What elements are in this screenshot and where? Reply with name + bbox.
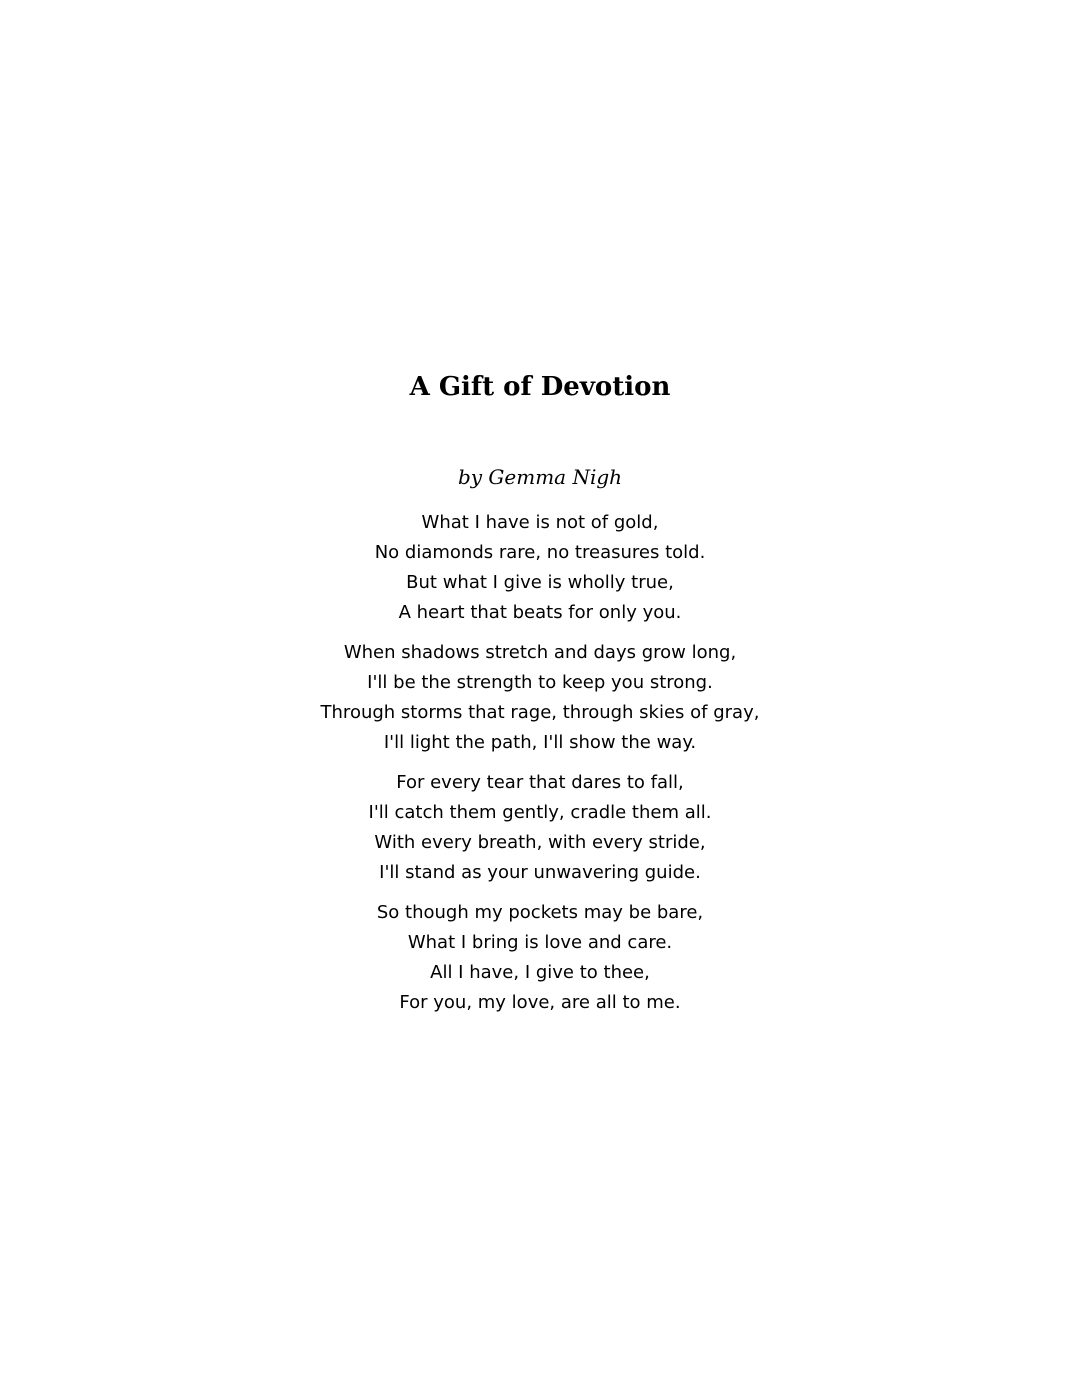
poem-author: by Gemma Nigh [457,465,623,489]
poem-line: No diamonds rare, no treasures told. [374,542,706,563]
poem-body [0,508,1080,1028]
poem-line: I'll light the path, I'll show the way. [383,732,697,753]
poem-line: When shadows stretch and days grow long, [343,642,737,663]
stanza [0,508,1080,628]
poem-line: So though my pockets may be bare, [376,902,704,923]
poem-line: What I have is not of gold, [421,512,659,533]
poem-line: I'll stand as your unwavering guide. [379,862,701,883]
poem-line: All I have, I give to thee, [430,962,650,983]
poem-line: What I bring is love and care. [407,932,673,953]
poem-line: For you, my love, are all to me. [399,992,681,1013]
poem-line: For every tear that dares to fall, [396,772,684,793]
poem-line: I'll catch them gently, cradle them all. [368,802,712,823]
poem-line: I'll be the strength to keep you strong. [367,672,713,693]
poem-line: With every breath, with every stride, [374,832,706,853]
stanza [0,638,1080,758]
poem-line: But what I give is wholly true, [406,572,674,593]
poem-line: Through storms that rage, through skies of gray, [320,702,760,723]
stanza [0,898,1080,1018]
stanza [0,768,1080,888]
poem-title: A Gift of Devotion [409,372,671,402]
poem-line: A heart that beats for only you. [398,602,682,623]
